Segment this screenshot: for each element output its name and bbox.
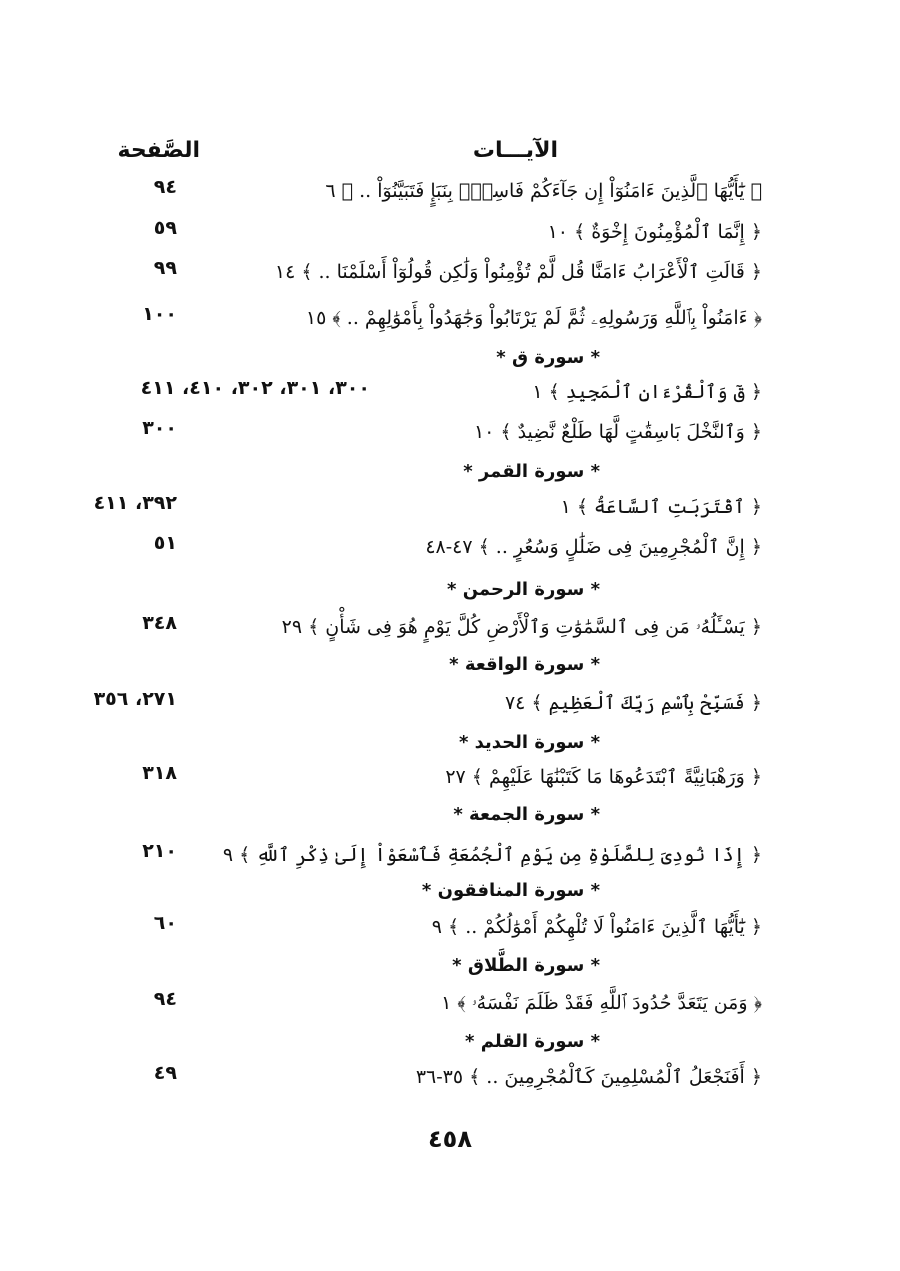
page-reference: ٩٤: [153, 176, 177, 198]
verse-text: ﴿ إِنَّمَا ٱلْمُؤْمِنُونَ إِخْوَةٌ ﴾ ١٠: [547, 221, 762, 243]
page-reference: ٥٩: [153, 217, 177, 239]
surah-heading: * سورة القمر *: [463, 461, 600, 482]
page-reference: ٣١٨: [142, 762, 177, 784]
index-entry: [127, 840, 772, 878]
surah-heading: * سورة الواقعة *: [449, 654, 600, 675]
surah-heading: * سورة الجمعة *: [453, 804, 600, 825]
verse-text: ﴿ إِذَا نُودِىَ لِلصَّلَوٰةِ مِن يَوْمِ ٱلْجُمُعَةِ فَٱسْعَوْاْ إِلَىٰ ذِكْرِ ٱللَّهِ ﴾ ٩: [222, 844, 762, 866]
index-entry: [127, 912, 772, 950]
surah-heading: * سورة ق *: [496, 347, 600, 368]
page-reference: ٢٧١، ٣٥٦: [93, 688, 177, 710]
verse-text: ﴿ ءَامَنُواْ بِٱللَّهِ وَرَسُولِهِۦ ثُمَّ لَمْ يَرْتَابُواْ وَجَٰهَدُواْ بِأَمْوَٰلِهِمْ .. ﴾ ١٥: [305, 307, 762, 329]
index-entry: [127, 257, 772, 295]
surah-heading: * سورة الطَّلاق *: [452, 955, 600, 976]
verse-text: ﴿ وَرَهْبَانِيَّةً ٱبْتَدَعُوهَا مَا كَتَبْنَٰهَا عَلَيْهِمْ ﴾ ٢٧: [445, 766, 762, 788]
page-reference: ٣٠٠، ٣٠١، ٣٠٢، ٤١٠، ٤١١: [140, 377, 370, 399]
page-reference: ٣٤٨: [142, 612, 177, 634]
verse-text: ﴿ وَٱلنَّخْلَ بَاسِقَٰتٍ لَّهَا طَلْعٌ نَّضِيدٌ ﴾ ١٠: [473, 421, 762, 443]
index-entry: [127, 303, 772, 341]
index-entry: [93, 688, 772, 726]
page-reference: ٩٤: [153, 988, 177, 1010]
page-reference: ٣٠٠: [142, 417, 177, 439]
index-entry: [127, 176, 772, 214]
verse-text: ﴿ يَٰٓأَيُّهَا ٱلَّذِينَ ءَامَنُواْ لَا تُلْهِكُمْ أَمْوَٰلُكُمْ .. ﴾ ٩: [431, 916, 762, 938]
surah-heading: * سورة القلم *: [465, 1031, 600, 1052]
page-reference: ٣٩٢، ٤١١: [93, 492, 177, 514]
page-reference: ١٠٠: [142, 303, 177, 325]
surah-heading: * سورة الرحمن *: [447, 579, 600, 600]
surah-heading: * سورة الحديد *: [458, 732, 600, 753]
index-entry: [127, 1062, 772, 1100]
page-reference: ٦٠: [153, 912, 177, 934]
index-entry: [127, 377, 772, 415]
verse-text: ﴿ إِنَّ ٱلْمُجْرِمِينَ فِى ضَلَٰلٍ وَسُعُرٍ .. ﴾ ٤٧-٤٨: [425, 536, 762, 558]
surah-heading: * سورة المنافقون *: [421, 880, 600, 901]
index-entry: [127, 762, 772, 800]
page-reference: ٥١: [153, 532, 177, 554]
verse-text: ﴿ وَمَن يَتَعَدَّ حُدُودَ ٱللَّهِ فَقَدْ ظَلَمَ نَفْسَهُۥ ﴾ ١: [441, 992, 762, 1014]
page-reference: ٩٩: [153, 257, 177, 279]
verse-text: ﴿ أَفَنَجْعَلُ ٱلْمُسْلِمِينَ كَٱلْمُجْرِمِينَ .. ﴾ ٣٥-٣٦: [415, 1066, 762, 1088]
verse-text: ﴿ يَسْـَٔلُهُۥ مَن فِى ٱلسَّمَٰوَٰتِ وَٱلْأَرْضِ كُلَّ يَوْمٍ هُوَ فِى شَأْنٍ ﴾ ٢٩: [281, 616, 762, 638]
verse-text: ﴿ يَٰٓأَيُّهَا ٱلَّذِينَ ءَامَنُوٓاْ إِن جَآءَكُمْ فَاسِقُۢ بِنَبَإٍ فَتَبَيَّنُوٓاْ .. ﴾ ٦: [325, 180, 762, 202]
index-entry: [127, 988, 772, 1026]
index-entry: [127, 612, 772, 650]
index-entry: [127, 417, 772, 455]
verse-text: ﴿ فَسَبِّحْ بِٱسْمِ رَبِّكَ ٱلْعَظِيمِ ﴾ ٧٤: [504, 692, 762, 714]
verse-text: ﴿ قٓ وَٱلْقُرْءَانِ ٱلْمَجِيدِ ﴾ ١: [532, 381, 762, 403]
page-number: ٤٥٨: [428, 1125, 472, 1153]
page-reference: ٢١٠: [142, 840, 177, 862]
page-reference: ٤٩: [153, 1062, 177, 1084]
verse-text: ﴿ ٱقْتَرَبَتِ ٱلسَّاعَةُ ﴾ ١: [560, 496, 762, 518]
index-entry: [127, 532, 772, 570]
index-entry: [93, 492, 772, 530]
index-entry: [127, 217, 772, 255]
verses-column-header: الآيـــات: [472, 138, 558, 163]
verse-text: ﴿ قَالَتِ ٱلْأَعْرَابُ ءَامَنَّا قُل لَّمْ تُؤْمِنُواْ وَلَٰكِن قُولُوٓاْ أَسْلَمْنَا .. ﴾ ١٤: [274, 261, 762, 283]
page-column-header: الصَّفحة: [117, 138, 200, 163]
